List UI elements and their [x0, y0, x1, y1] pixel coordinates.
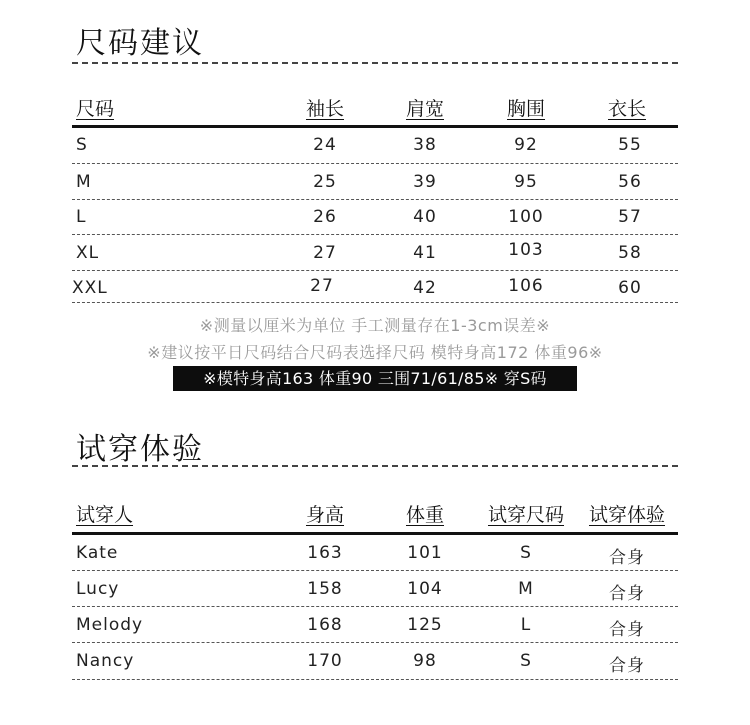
- tryon-size-cell: S: [520, 651, 532, 671]
- size-cell: M: [76, 172, 92, 192]
- shoulder-cell: 41: [413, 243, 437, 263]
- shoulder-cell: 40: [413, 207, 437, 227]
- row-divider: [72, 270, 678, 271]
- header-length: 衣长: [607, 98, 647, 120]
- weight-cell: 104: [407, 579, 443, 599]
- sleeve-cell: 27: [313, 243, 337, 263]
- size-cell: L: [76, 207, 87, 227]
- header-shoulder-width: 肩宽: [405, 98, 445, 120]
- row-divider: [72, 234, 678, 235]
- tryon-size-cell: S: [520, 543, 532, 563]
- bust-cell: 92: [514, 135, 538, 155]
- shoulder-cell: 39: [413, 172, 437, 192]
- bust-cell: 95: [514, 172, 538, 192]
- size-header-rule: [72, 125, 678, 128]
- row-divider: [72, 163, 678, 164]
- row-divider: [72, 642, 678, 643]
- weight-cell: 101: [407, 543, 443, 563]
- header-sleeve-length: 袖长: [305, 98, 345, 120]
- fit-cell: 合身: [609, 620, 645, 640]
- tester-name-cell: Kate: [76, 543, 119, 563]
- shoulder-cell: 38: [413, 135, 437, 155]
- row-divider: [72, 679, 678, 680]
- fit-cell: 合身: [609, 548, 645, 568]
- bust-cell: 106: [508, 276, 544, 296]
- bust-cell: 103: [508, 240, 544, 260]
- bust-cell: 100: [508, 207, 544, 227]
- sleeve-cell: 25: [313, 172, 337, 192]
- row-divider: [72, 606, 678, 607]
- header-tryon-size: 试穿尺码: [487, 504, 565, 526]
- weight-cell: 98: [413, 651, 437, 671]
- sleeve-cell: 26: [313, 207, 337, 227]
- size-cell: XL: [76, 243, 100, 263]
- size-title-divider: [72, 62, 678, 64]
- size-cell: S: [76, 135, 88, 155]
- size-section-title: 尺码建议: [76, 26, 204, 61]
- header-size: 尺码: [76, 98, 115, 120]
- fit-cell: 合身: [609, 584, 645, 604]
- tester-name-cell: Lucy: [76, 579, 120, 599]
- row-divider: [72, 199, 678, 200]
- model-info-banner: ※模特身高163 体重90 三围71/61/85※ 穿S码: [173, 366, 577, 391]
- tryon-header-rule: [72, 532, 678, 535]
- height-cell: 158: [307, 579, 343, 599]
- height-cell: 170: [307, 651, 343, 671]
- header-bust: 胸围: [506, 98, 546, 120]
- length-cell: 57: [618, 207, 642, 227]
- tester-name-cell: Melody: [76, 615, 144, 635]
- length-cell: 58: [618, 243, 642, 263]
- length-cell: 55: [618, 135, 642, 155]
- header-tester: 试穿人: [76, 504, 134, 526]
- header-tryon-fit: 试穿体验: [588, 504, 666, 526]
- shoulder-cell: 42: [413, 278, 437, 298]
- size-advice-note: ※建议按平日尺码结合尺码表选择尺码 模特身高172 体重96※: [147, 343, 603, 362]
- tryon-size-cell: L: [520, 615, 532, 635]
- tryon-size-cell: M: [518, 579, 534, 599]
- height-cell: 163: [307, 543, 343, 563]
- measurement-note: ※测量以厘米为单位 手工测量存在1-3cm误差※: [199, 316, 551, 335]
- fit-cell: 合身: [609, 656, 645, 676]
- length-cell: 56: [618, 172, 642, 192]
- row-divider: [72, 570, 678, 571]
- weight-cell: 125: [407, 615, 443, 635]
- size-cell: XXL: [72, 278, 108, 298]
- tester-name-cell: Nancy: [76, 651, 135, 671]
- sleeve-cell: 24: [313, 135, 337, 155]
- row-divider: [72, 302, 678, 303]
- tryon-title-divider: [72, 465, 678, 467]
- height-cell: 168: [307, 615, 343, 635]
- length-cell: 60: [618, 278, 642, 298]
- sleeve-cell: 27: [310, 276, 334, 296]
- tryon-section-title: 试穿体验: [76, 432, 204, 467]
- header-weight: 体重: [405, 504, 445, 526]
- header-height: 身高: [305, 504, 345, 526]
